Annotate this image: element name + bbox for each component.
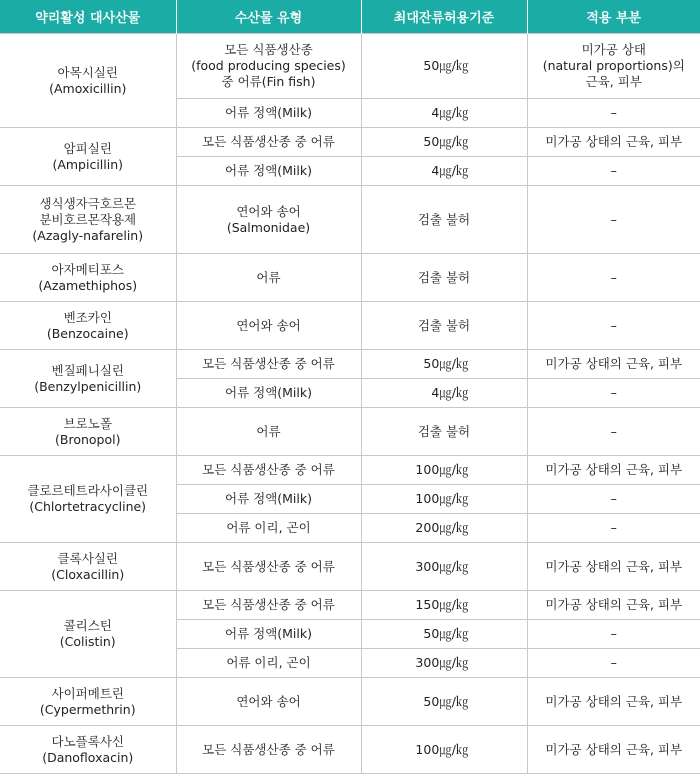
product-type-cell (176, 408, 361, 456)
applied-part-cell (527, 408, 700, 456)
applied-part-cell (527, 543, 700, 591)
mrl-cell: 50㎍/㎏ (361, 34, 527, 99)
applied-part-cell (527, 254, 700, 302)
cell-text-line: 근육, 피부 (585, 74, 642, 89)
cell-text-line: 콜리스틴 (63, 618, 112, 633)
product-type-cell (176, 514, 361, 543)
cell-text-line: 사이퍼메트린 (51, 685, 124, 701)
metabolite-name-cell (0, 254, 176, 302)
cell-text-line: (Benzylpenicillin) (34, 378, 142, 394)
header-metabolite: 약리활성 대사산물 (0, 0, 176, 34)
cell-text-line: (Benzocaine) (46, 325, 129, 341)
table-row (0, 186, 700, 254)
cell-text-line: (Cypermethrin) (39, 701, 136, 717)
cell-text-line: (natural proportions)의 (542, 58, 685, 73)
cell-text-line: (Amoxicillin) (49, 80, 127, 96)
metabolite-name-cell (0, 456, 176, 543)
cell-text-line: 모든 식품생산종 중 어류 (202, 741, 335, 757)
table-row (0, 543, 700, 591)
cell-text-line: 모든 식품생산종 중 어류 (202, 134, 335, 149)
cell-text-line: 어류 (256, 269, 281, 285)
cell-text-line: – (610, 520, 617, 535)
product-type-cell (176, 543, 361, 591)
metabolite-name-cell (0, 726, 176, 774)
cell-text-line: 클로르테트라사이클린 (27, 483, 149, 498)
cell-text-line: 모든 식품생산종 중 어류 (202, 558, 335, 574)
cell-text-line: (Salmonidae) (226, 219, 311, 235)
applied-part-cell (527, 302, 700, 350)
cell-text-line: 암피실린 (63, 140, 112, 156)
cell-text-line: 벤조카인 (63, 309, 112, 325)
header-mrl: 최대잔류허용기준 (361, 0, 527, 34)
applied-part-cell (527, 485, 700, 514)
mrl-cell: 50㎍/㎏ (361, 678, 527, 726)
product-type-cell (176, 456, 361, 485)
product-type-cell (176, 485, 361, 514)
cell-text-line: 분비호르몬작용제 (39, 211, 137, 227)
product-type-cell (176, 726, 361, 774)
cell-text-line: – (610, 317, 617, 333)
product-type-cell (176, 254, 361, 302)
applied-part-cell (527, 620, 700, 649)
cell-text-line: (food producing species) (191, 58, 346, 73)
cell-text-line: 클록사실린 (57, 550, 118, 566)
cell-text-line: 미가공 상태의 근육, 피부 (545, 462, 683, 477)
applied-part-cell (527, 379, 700, 408)
applied-part-cell (527, 186, 700, 254)
cell-text-line: 모든 식품생산종 중 어류 (202, 462, 335, 477)
metabolite-name-cell (0, 350, 176, 408)
cell-text-line: – (610, 269, 617, 285)
cell-text-line: 중 어류(Fin fish) (221, 74, 316, 89)
cell-text-line: 모든 식품생산종 중 어류 (202, 356, 335, 371)
cell-text-line: 생식생자극호르몬 (39, 195, 137, 211)
cell-text-line: – (610, 423, 617, 439)
table-row (0, 456, 700, 485)
cell-text-line: 어류 정액(Milk) (225, 385, 312, 400)
product-type-cell (176, 350, 361, 379)
mrl-cell: 검출 불허 (361, 302, 527, 350)
table-row (0, 302, 700, 350)
cell-text-line: 어류 정액(Milk) (225, 163, 312, 178)
applied-part-cell (527, 350, 700, 379)
metabolite-name-cell (0, 543, 176, 591)
table-row (0, 254, 700, 302)
product-type-cell (176, 649, 361, 678)
cell-text-line: 어류 이리, 곤이 (226, 520, 311, 535)
metabolite-name-cell (0, 302, 176, 350)
product-type-cell (176, 99, 361, 128)
cell-text-line: – (610, 626, 617, 641)
product-type-cell (176, 591, 361, 620)
mrl-cell: 검출 불허 (361, 186, 527, 254)
cell-text-line: 어류 정액(Milk) (225, 626, 312, 641)
header-product-type: 수산물 유형 (176, 0, 361, 34)
header-applied-part: 적용 부분 (527, 0, 700, 34)
metabolite-name-cell (0, 591, 176, 678)
cell-text-line: (Chlortetracycline) (29, 499, 147, 514)
cell-text-line: 미가공 상태의 근육, 피부 (545, 693, 683, 709)
cell-text-line: (Azamethiphos) (38, 277, 138, 293)
applied-part-cell (527, 99, 700, 128)
table-row (0, 591, 700, 620)
table-row (0, 678, 700, 726)
cell-text-line: 어류 (256, 423, 281, 439)
mrl-cell: 50㎍/㎏ (361, 620, 527, 649)
metabolite-name-cell (0, 186, 176, 254)
mrl-cell: 검출 불허 (361, 254, 527, 302)
cell-text-line: 브로노폴 (63, 415, 112, 431)
cell-text-line: 연어와 송어 (236, 203, 301, 219)
cell-text-line: – (610, 655, 617, 670)
applied-part-cell (527, 514, 700, 543)
cell-text-line: 모든 식품생산종 중 어류 (202, 597, 335, 612)
cell-text-line: 연어와 송어 (236, 317, 301, 333)
mrl-cell: 검출 불허 (361, 408, 527, 456)
cell-text-line: 미가공 상태의 근육, 피부 (545, 134, 683, 149)
mrl-cell: 100㎍/㎏ (361, 485, 527, 514)
metabolite-name-cell (0, 128, 176, 186)
mrl-cell: 4㎍/㎏ (361, 157, 527, 186)
product-type-cell (176, 128, 361, 157)
cell-text-line: 미가공 상태의 근육, 피부 (545, 741, 683, 757)
cell-text-line: 연어와 송어 (236, 693, 301, 709)
cell-text-line: 어류 정액(Milk) (225, 105, 312, 120)
metabolite-name-cell (0, 34, 176, 128)
cell-text-line: 아자메티포스 (51, 261, 124, 277)
cell-text-line: (Bronopol) (55, 431, 121, 447)
cell-text-line: 어류 이리, 곤이 (226, 655, 311, 670)
mrl-cell: 4㎍/㎏ (361, 99, 527, 128)
applied-part-cell (527, 34, 700, 99)
table-row (0, 726, 700, 774)
mrl-cell: 100㎍/㎏ (361, 456, 527, 485)
cell-text-line: (Colistin) (59, 634, 116, 649)
applied-part-cell (527, 456, 700, 485)
mrl-cell: 150㎍/㎏ (361, 591, 527, 620)
cell-text-line: 다노플록사신 (51, 733, 124, 749)
applied-part-cell (527, 591, 700, 620)
table-body (0, 34, 700, 774)
cell-text-line: (Ampicillin) (52, 156, 124, 172)
applied-part-cell (527, 649, 700, 678)
cell-text-line: – (610, 163, 617, 178)
applied-part-cell (527, 726, 700, 774)
cell-text-line: (Cloxacillin) (51, 566, 125, 582)
mrl-cell: 4㎍/㎏ (361, 379, 527, 408)
cell-text-line: – (610, 491, 617, 506)
cell-text-line: (Danofloxacin) (42, 749, 134, 765)
cell-text-line: – (610, 105, 617, 120)
mrl-cell: 100㎍/㎏ (361, 726, 527, 774)
cell-text-line: 벤질페니실린 (51, 362, 124, 378)
mrl-cell: 50㎍/㎏ (361, 128, 527, 157)
product-type-cell (176, 157, 361, 186)
product-type-cell (176, 34, 361, 99)
product-type-cell (176, 186, 361, 254)
mrl-cell: 300㎍/㎏ (361, 649, 527, 678)
metabolite-name-cell (0, 408, 176, 456)
mrl-cell: 300㎍/㎏ (361, 543, 527, 591)
mrl-cell: 200㎍/㎏ (361, 514, 527, 543)
cell-text-line: (Azagly-nafarelin) (32, 227, 144, 243)
applied-part-cell (527, 157, 700, 186)
product-type-cell (176, 302, 361, 350)
cell-text-line: 미가공 상태의 근육, 피부 (545, 597, 683, 612)
cell-text-line: – (610, 211, 617, 227)
cell-text-line: 어류 정액(Milk) (225, 491, 312, 506)
cell-text-line: 미가공 상태의 근육, 피부 (545, 356, 683, 371)
cell-text-line: 아목시실린 (57, 64, 118, 80)
metabolite-name-cell (0, 678, 176, 726)
mrl-cell: 50㎍/㎏ (361, 350, 527, 379)
applied-part-cell (527, 128, 700, 157)
table-row (0, 128, 700, 157)
product-type-cell (176, 678, 361, 726)
table-row (0, 34, 700, 99)
cell-text-line: – (610, 385, 617, 400)
applied-part-cell (527, 678, 700, 726)
table-row (0, 408, 700, 456)
product-type-cell (176, 379, 361, 408)
cell-text-line: 미가공 상태 (581, 42, 646, 57)
cell-text-line: 미가공 상태의 근육, 피부 (545, 558, 683, 574)
product-type-cell (176, 620, 361, 649)
table-row (0, 350, 700, 379)
table-header-row (0, 0, 700, 34)
cell-text-line: 모든 식품생산종 (224, 42, 313, 57)
